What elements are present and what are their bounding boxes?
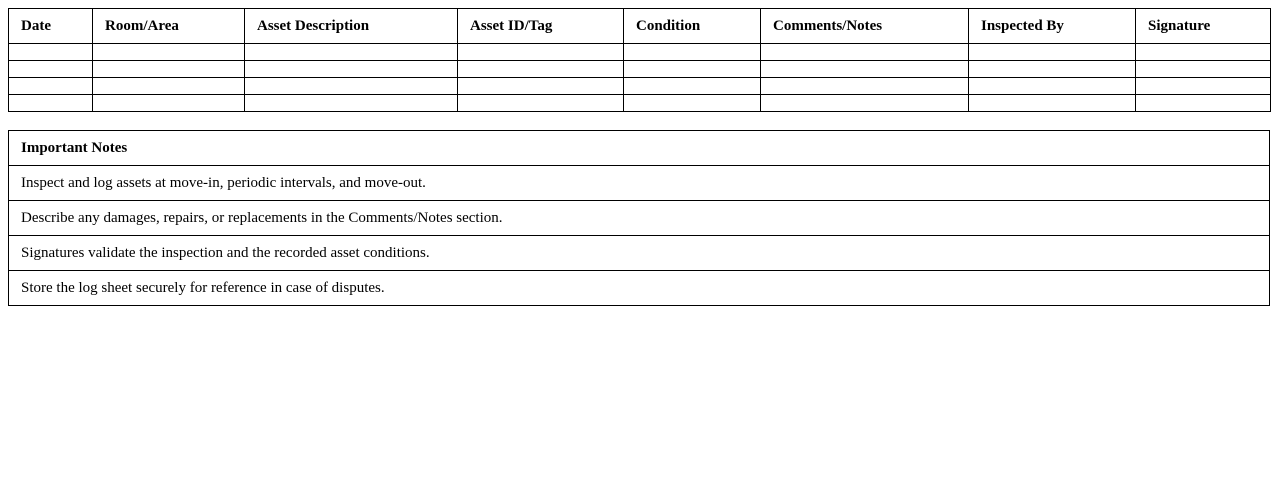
table-cell[interactable]: [1136, 44, 1271, 61]
table-cell[interactable]: [93, 78, 245, 95]
table-cell[interactable]: [1136, 61, 1271, 78]
column-header-condition: Condition: [624, 9, 761, 44]
table-cell[interactable]: [458, 44, 624, 61]
important-notes-table: [8, 130, 1270, 306]
table-row: [9, 95, 1271, 112]
table-cell[interactable]: [245, 78, 458, 95]
note-text: Describe any damages, repairs, or replacements in the Comments/Notes section.: [9, 201, 1270, 236]
table-cell[interactable]: [761, 61, 969, 78]
notes-heading-row: [9, 131, 1270, 166]
note-text: Inspect and log assets at move-in, periodic intervals, and move-out.: [9, 166, 1270, 201]
table-cell[interactable]: [1136, 78, 1271, 95]
table-cell[interactable]: [93, 61, 245, 78]
table-cell[interactable]: [969, 95, 1136, 112]
log-table-body: [9, 44, 1271, 112]
table-cell[interactable]: [624, 78, 761, 95]
table-cell[interactable]: [245, 61, 458, 78]
table-header-row: [9, 9, 1271, 44]
table-cell[interactable]: [458, 61, 624, 78]
table-cell[interactable]: [969, 44, 1136, 61]
table-cell[interactable]: [9, 61, 93, 78]
column-header-room-area: Room/Area: [93, 9, 245, 44]
table-cell[interactable]: [9, 44, 93, 61]
notes-heading: Important Notes: [9, 131, 1270, 166]
column-header-asset-description: Asset Description: [245, 9, 458, 44]
list-item: [9, 271, 1270, 306]
list-item: [9, 166, 1270, 201]
table-cell[interactable]: [1136, 95, 1271, 112]
table-row: [9, 61, 1271, 78]
table-row: [9, 78, 1271, 95]
table-cell[interactable]: [245, 95, 458, 112]
column-header-inspected-by: Inspected By: [969, 9, 1136, 44]
table-cell[interactable]: [761, 44, 969, 61]
asset-inspection-log-table: [8, 8, 1271, 112]
document-page: [8, 8, 1270, 306]
table-cell[interactable]: [9, 95, 93, 112]
table-cell[interactable]: [624, 44, 761, 61]
table-cell[interactable]: [93, 95, 245, 112]
column-header-date: Date: [9, 9, 93, 44]
column-header-comments-notes: Comments/Notes: [761, 9, 969, 44]
table-cell[interactable]: [761, 78, 969, 95]
column-header-signature: Signature: [1136, 9, 1271, 44]
note-text: Store the log sheet securely for reference in case of disputes.: [9, 271, 1270, 306]
table-cell[interactable]: [969, 78, 1136, 95]
table-row: [9, 44, 1271, 61]
table-cell[interactable]: [624, 95, 761, 112]
table-cell[interactable]: [624, 61, 761, 78]
table-cell[interactable]: [245, 44, 458, 61]
table-cell[interactable]: [458, 95, 624, 112]
table-cell[interactable]: [458, 78, 624, 95]
note-text: Signatures validate the inspection and the recorded asset conditions.: [9, 236, 1270, 271]
list-item: [9, 201, 1270, 236]
table-cell[interactable]: [93, 44, 245, 61]
table-cell[interactable]: [761, 95, 969, 112]
table-cell[interactable]: [9, 78, 93, 95]
list-item: [9, 236, 1270, 271]
table-cell[interactable]: [969, 61, 1136, 78]
column-header-asset-id-tag: Asset ID/Tag: [458, 9, 624, 44]
